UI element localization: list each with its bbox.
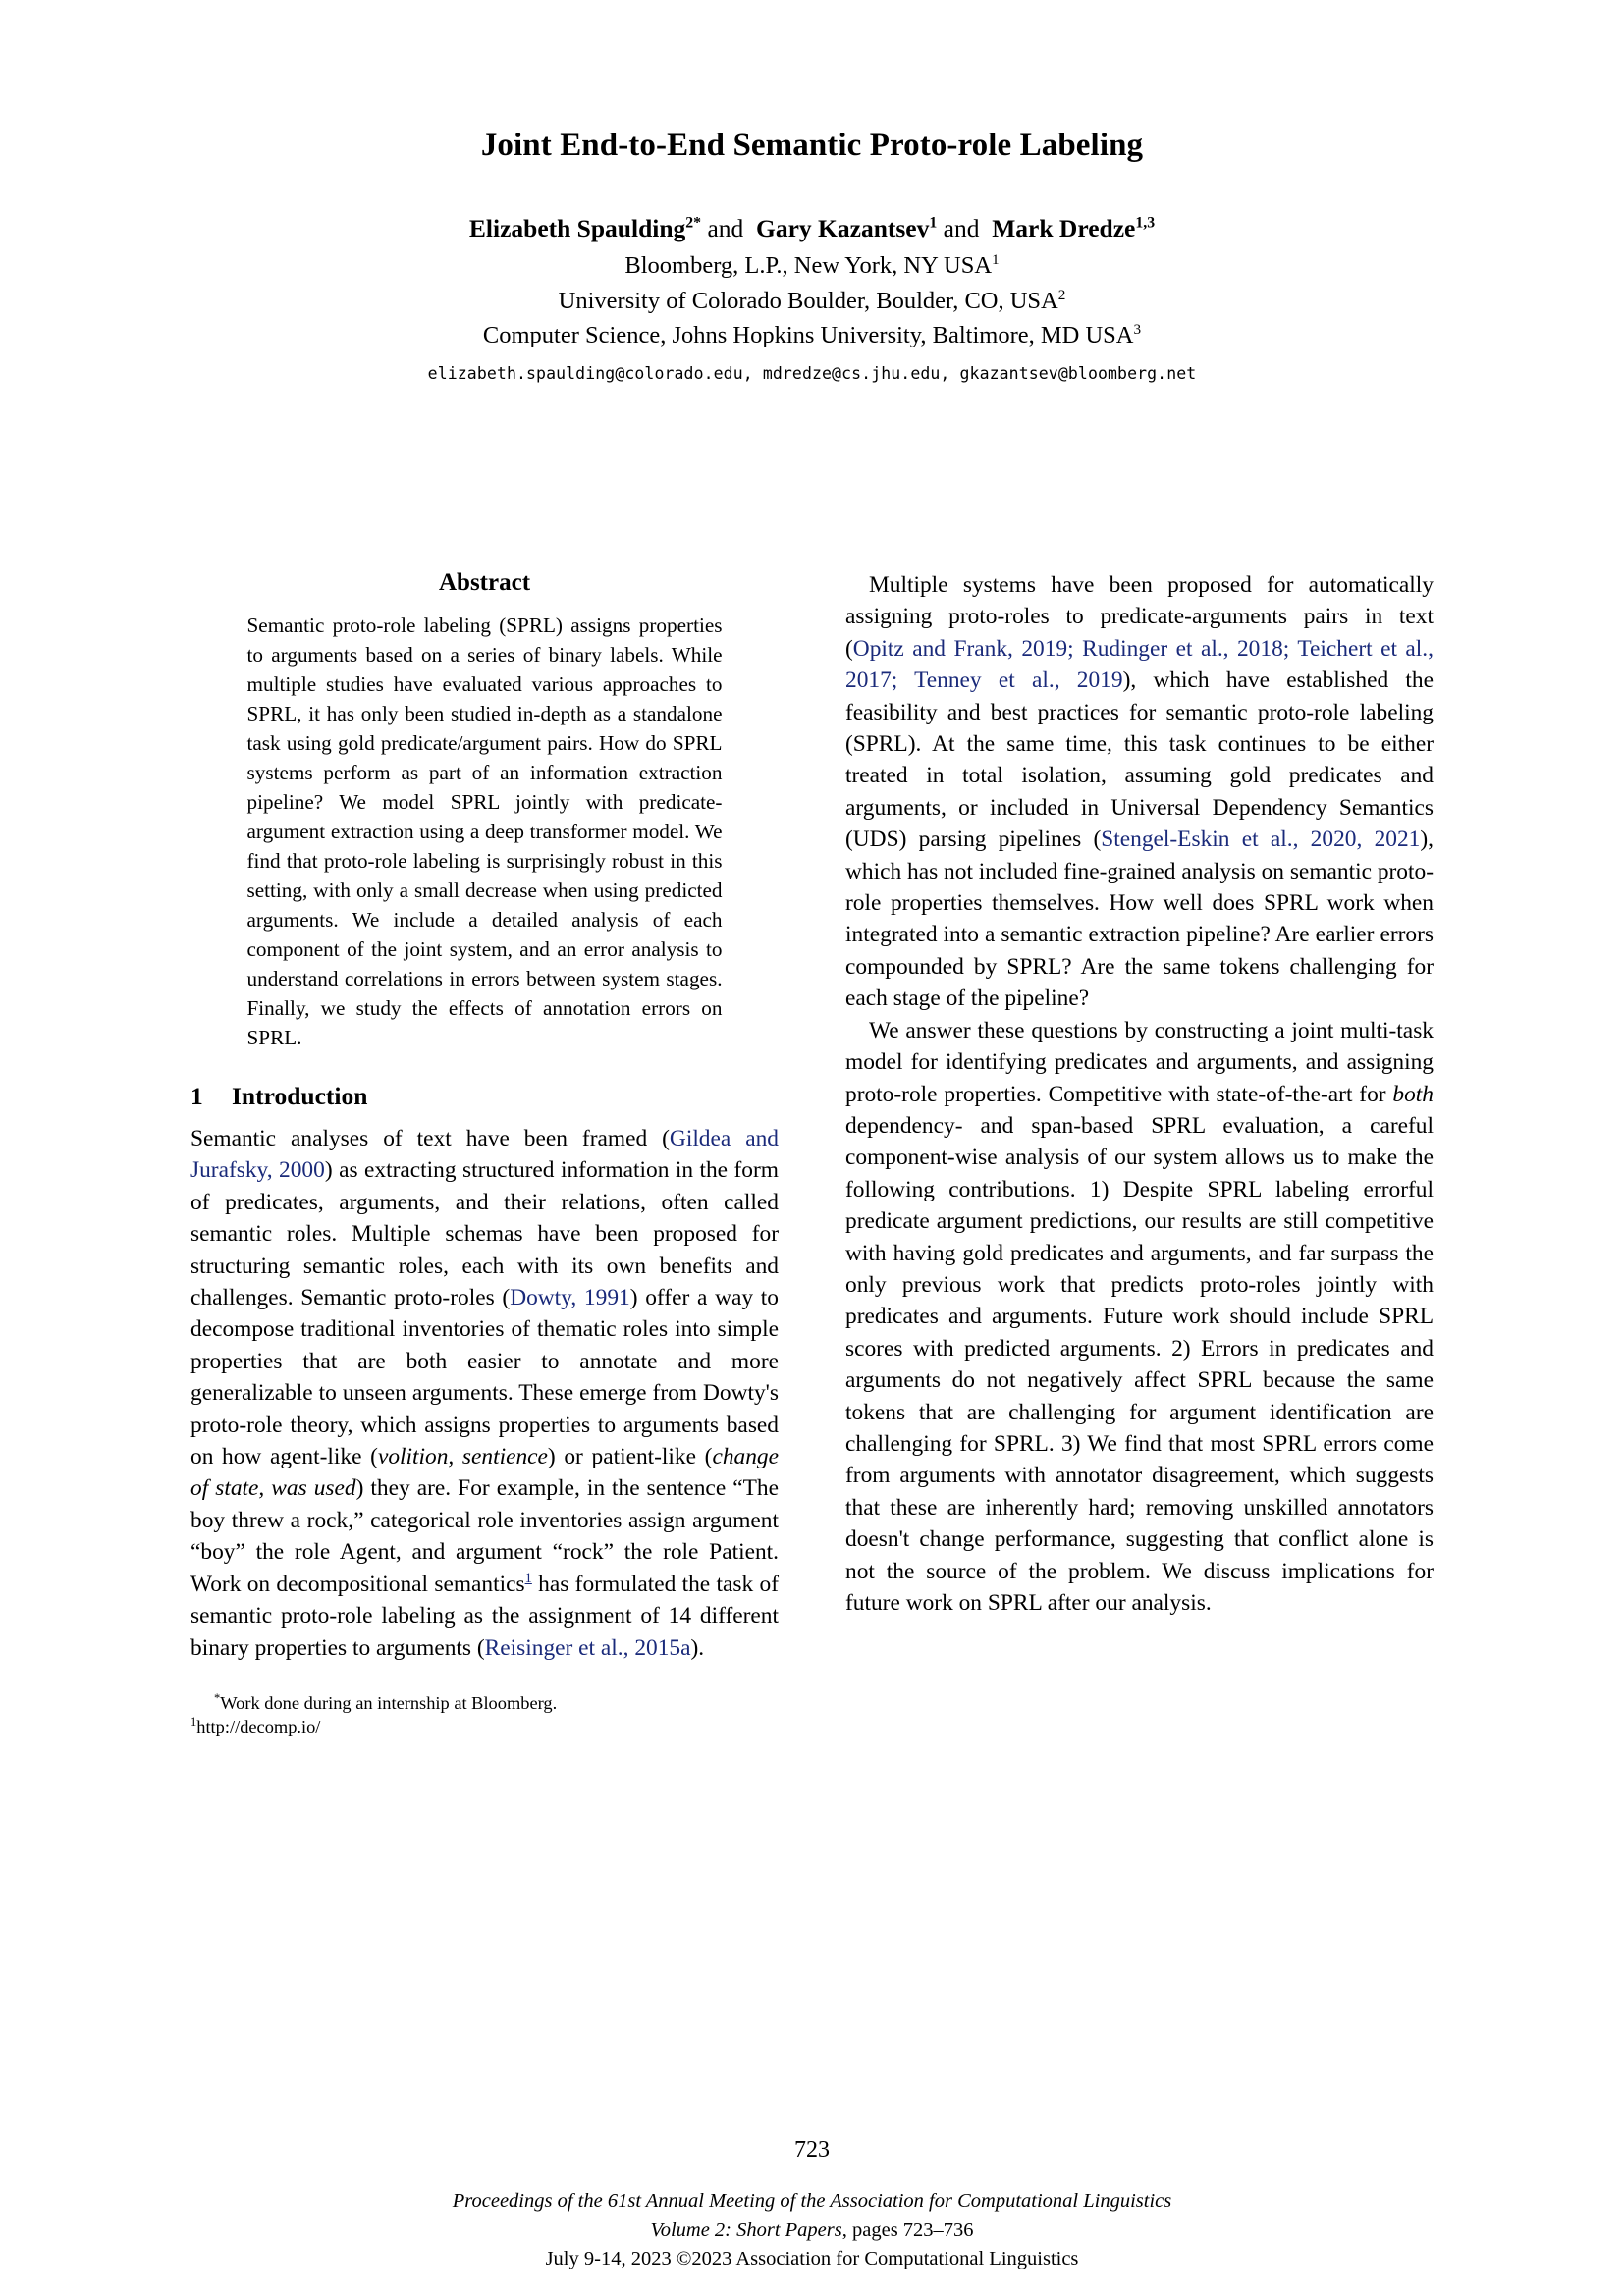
affiliation-1 [0, 248, 1624, 283]
author-3-name: Mark Dredze [992, 214, 1136, 243]
intro-italic-patientlike: change of state, was used [190, 1444, 779, 1502]
section-number: 1 [190, 1082, 203, 1110]
abstract-text: Semantic proto-role labeling (SPRL) assigns properties to arguments based on a series of binary labels. While multiple studies have evaluated various approaches to SPRL, it has only been studied in-depth as a standalone task using gold predicate/argument pairs. How do SPRL systems perform as part of an information extraction pipeline? We model SPRL jointly with predicate-argument extraction using a deep transformer model. We find that proto-role labeling is surprisingly robust in this setting, with only a small decrease when using predicted arguments. We include a detailed analysis of each component of the joint system, and an error analysis to understand correlations in errors between system stages. Finally, we study the effects of annotation errors on SPRL. [246, 614, 723, 1049]
affiliation-3-text: Computer Science, Johns Hopkins University, Baltimore, MD USA [482, 321, 1134, 348]
title-block [0, 0, 1624, 383]
citation-stengel-eskin-2020[interactable]: Stengel-Eskin et al., 2020 [1101, 827, 1357, 853]
footnote-1-text[interactable]: http://decomp.io/ [196, 1717, 321, 1737]
affiliation-2-marker: 2 [1057, 286, 1066, 303]
author-conjunction-2: and [943, 214, 980, 243]
footnote-star [190, 1691, 779, 1715]
proceedings-line-1: Proceedings of the 61st Annual Meeting of the Association for Computational Linguistics [452, 2190, 1172, 2212]
intro-text-seg-1: Semantic analyses of text have been framed ( [190, 1126, 670, 1151]
author-emails[interactable]: elizabeth.spaulding@colorado.edu, mdredze@cs.jhu.edu, gkazantsev@bloomberg.net [427, 364, 1197, 384]
citation-separator-2: ; [1282, 635, 1298, 662]
footnote-reference-1[interactable]: 1 [524, 1570, 532, 1586]
right-text-seg-1: Multiple systems have been proposed for automatically assigning proto-roles to predicate-arguments pairs in text ( [845, 572, 1434, 662]
right-column [845, 569, 1434, 1739]
footnote-block [190, 1682, 779, 1739]
author-list [0, 212, 1624, 244]
author-2-name: Gary Kazantsev [756, 214, 930, 243]
affiliation-2 [0, 284, 1624, 318]
intro-text-seg-6: has formulated the task of semantic proto-role labeling as the assignment of 14 different binary properties to arguments ( [190, 1571, 779, 1661]
intro-text-seg-4: ) or patient-like ( [547, 1444, 713, 1470]
proceedings-volume: Volume 2: Short Papers [650, 2218, 842, 2241]
author-1-name: Elizabeth Spaulding [468, 214, 686, 243]
citation-gildea-jurafsky-2000[interactable]: Gildea and Jurafsky, 2000 [190, 1126, 780, 1184]
intro-italic-agentlike: volition, sentience [377, 1444, 548, 1470]
proceedings-line-3: July 9-14, 2023 ©2023 Association for Computational Linguistics [545, 2248, 1079, 2270]
right-paragraph-1 [845, 569, 1434, 1015]
citation-separator-4: , [1356, 827, 1375, 853]
proceedings-pages: , pages 723–736 [841, 2218, 974, 2241]
citation-teichert-2017[interactable]: Teichert et al., 2017 [845, 635, 1434, 694]
right-paragraph-2 [845, 1015, 1434, 1620]
citation-opitz-frank-2019[interactable]: Opitz and Frank, 2019 [852, 635, 1068, 662]
affiliation-2-text: University of Colorado Boulder, Boulder, CO, USA [558, 287, 1058, 314]
affiliation-1-marker: 1 [992, 251, 1000, 269]
affiliation-3 [0, 318, 1624, 352]
intro-paragraph-1 [190, 1123, 779, 1664]
right2-italic-both: both [1392, 1081, 1434, 1107]
intro-text-seg-7: ). [690, 1634, 705, 1661]
citation-separator-1: ; [1067, 635, 1083, 662]
intro-text-seg-3: ) offer a way to decompose traditional inventories of thematic roles into simple properties that are both easier to annotate and more generalizable to unseen arguments. These emerge from Dowty's proto-role theory, which assigns properties to arguments based on how agent-like ( [190, 1285, 779, 1470]
right-text-seg-2: ), which have established the feasibility and best practices for semantic proto-role labeling (SPRL). At the same time, this task continues to be either treated in total isolation, assuming gold predicates and arguments, or included in Universal Dependency Semantics (UDS) parsing pipelines ( [845, 667, 1434, 853]
author-conjunction-1: and [707, 214, 744, 243]
footnote-1 [190, 1715, 779, 1738]
intro-text-seg-5: ) they are. For example, in the sentence “The boy threw a rock,” categorical role inventories assign argument “boy” the role Agent, and argument “rock” the role Patient. Work on decompositional semantics [190, 1475, 779, 1597]
footnote-star-text: Work done during an internship at Bloomberg. [220, 1692, 558, 1713]
intro-text-seg-2: ) as extracting structured information in the form of predicates, arguments, and their relations, often called semantic roles. Multiple schemas have been proposed for structuring semantic roles, each with its own benefits and challenges. Semantic proto-roles ( [190, 1157, 779, 1311]
right-text-seg-3: ), which has not included fine-grained analysis on semantic proto-role properties themselves. How well does SPRL work when integrated into a semantic extraction pipeline? Are earlier errors compounded by SPRL? Are the same tokens challenging for each stage of the pipeline? [845, 827, 1434, 1012]
citation-separator-3: ; [891, 667, 915, 694]
proceedings-line-2 [0, 2216, 1624, 2246]
proceedings-footer [0, 2187, 1624, 2274]
citation-stengel-eskin-2021[interactable]: 2021 [1374, 827, 1421, 853]
section-heading-introduction [190, 1082, 779, 1111]
citation-dowty-1991[interactable]: Dowty, 1991 [510, 1285, 630, 1311]
right2-text-seg-2: dependency- and span-based SPRL evaluation, a careful component-wise analysis of our system allows us to make the following contributions. 1) Despite SPRL labeling errorful predicate argument predictions, our results are still competitive with having gold predicates and arguments, and far surpass the only previous work that predicts proto-roles jointly with predicates and arguments. Future work should include SPRL scores with predicted arguments. 2) Errors in predicates and arguments do not negatively affect SPRL because the same tokens that are challenging for argument identification are challenging for SPRL. 3) We find that most SPRL errors come from arguments with annotator disagreement, which suggests that these are inherently hard; removing unskilled annotators doesn't change performance, suggesting that conflict alone is not the source of the problem. We discuss implications for future work on SPRL after our analysis. [845, 1112, 1434, 1616]
author-3-affiliation-marker: 1,3 [1135, 214, 1156, 232]
left-column [190, 569, 779, 1739]
right2-text-seg-1: We answer these questions by constructing a joint multi-task model for identifying predicates and arguments, and assigning proto-role properties. Competitive with state-of-the-art for [845, 1017, 1434, 1107]
citation-rudinger-2018[interactable]: Rudinger et al., 2018 [1082, 635, 1283, 662]
abstract-heading: Abstract [438, 569, 531, 596]
author-2-affiliation-marker: 1 [929, 214, 938, 232]
affiliation-3-marker: 3 [1133, 320, 1142, 338]
citation-reisinger-2015a[interactable]: Reisinger et al., 2015a [484, 1634, 691, 1661]
section-title: Introduction [232, 1082, 368, 1110]
body-columns [190, 569, 1434, 1739]
page-title: Joint End-to-End Semantic Proto-role Labeling [480, 128, 1144, 163]
citation-tenney-2019[interactable]: Tenney et al., 2019 [914, 667, 1123, 694]
author-1-affiliation-marker: 2* [685, 214, 702, 232]
affiliation-1-text: Bloomberg, L.P., New York, NY USA [624, 252, 993, 280]
footnote-1-marker: 1 [190, 1715, 197, 1730]
footnote-star-marker: * [214, 1690, 221, 1705]
page-number: 723 [794, 2137, 830, 2163]
